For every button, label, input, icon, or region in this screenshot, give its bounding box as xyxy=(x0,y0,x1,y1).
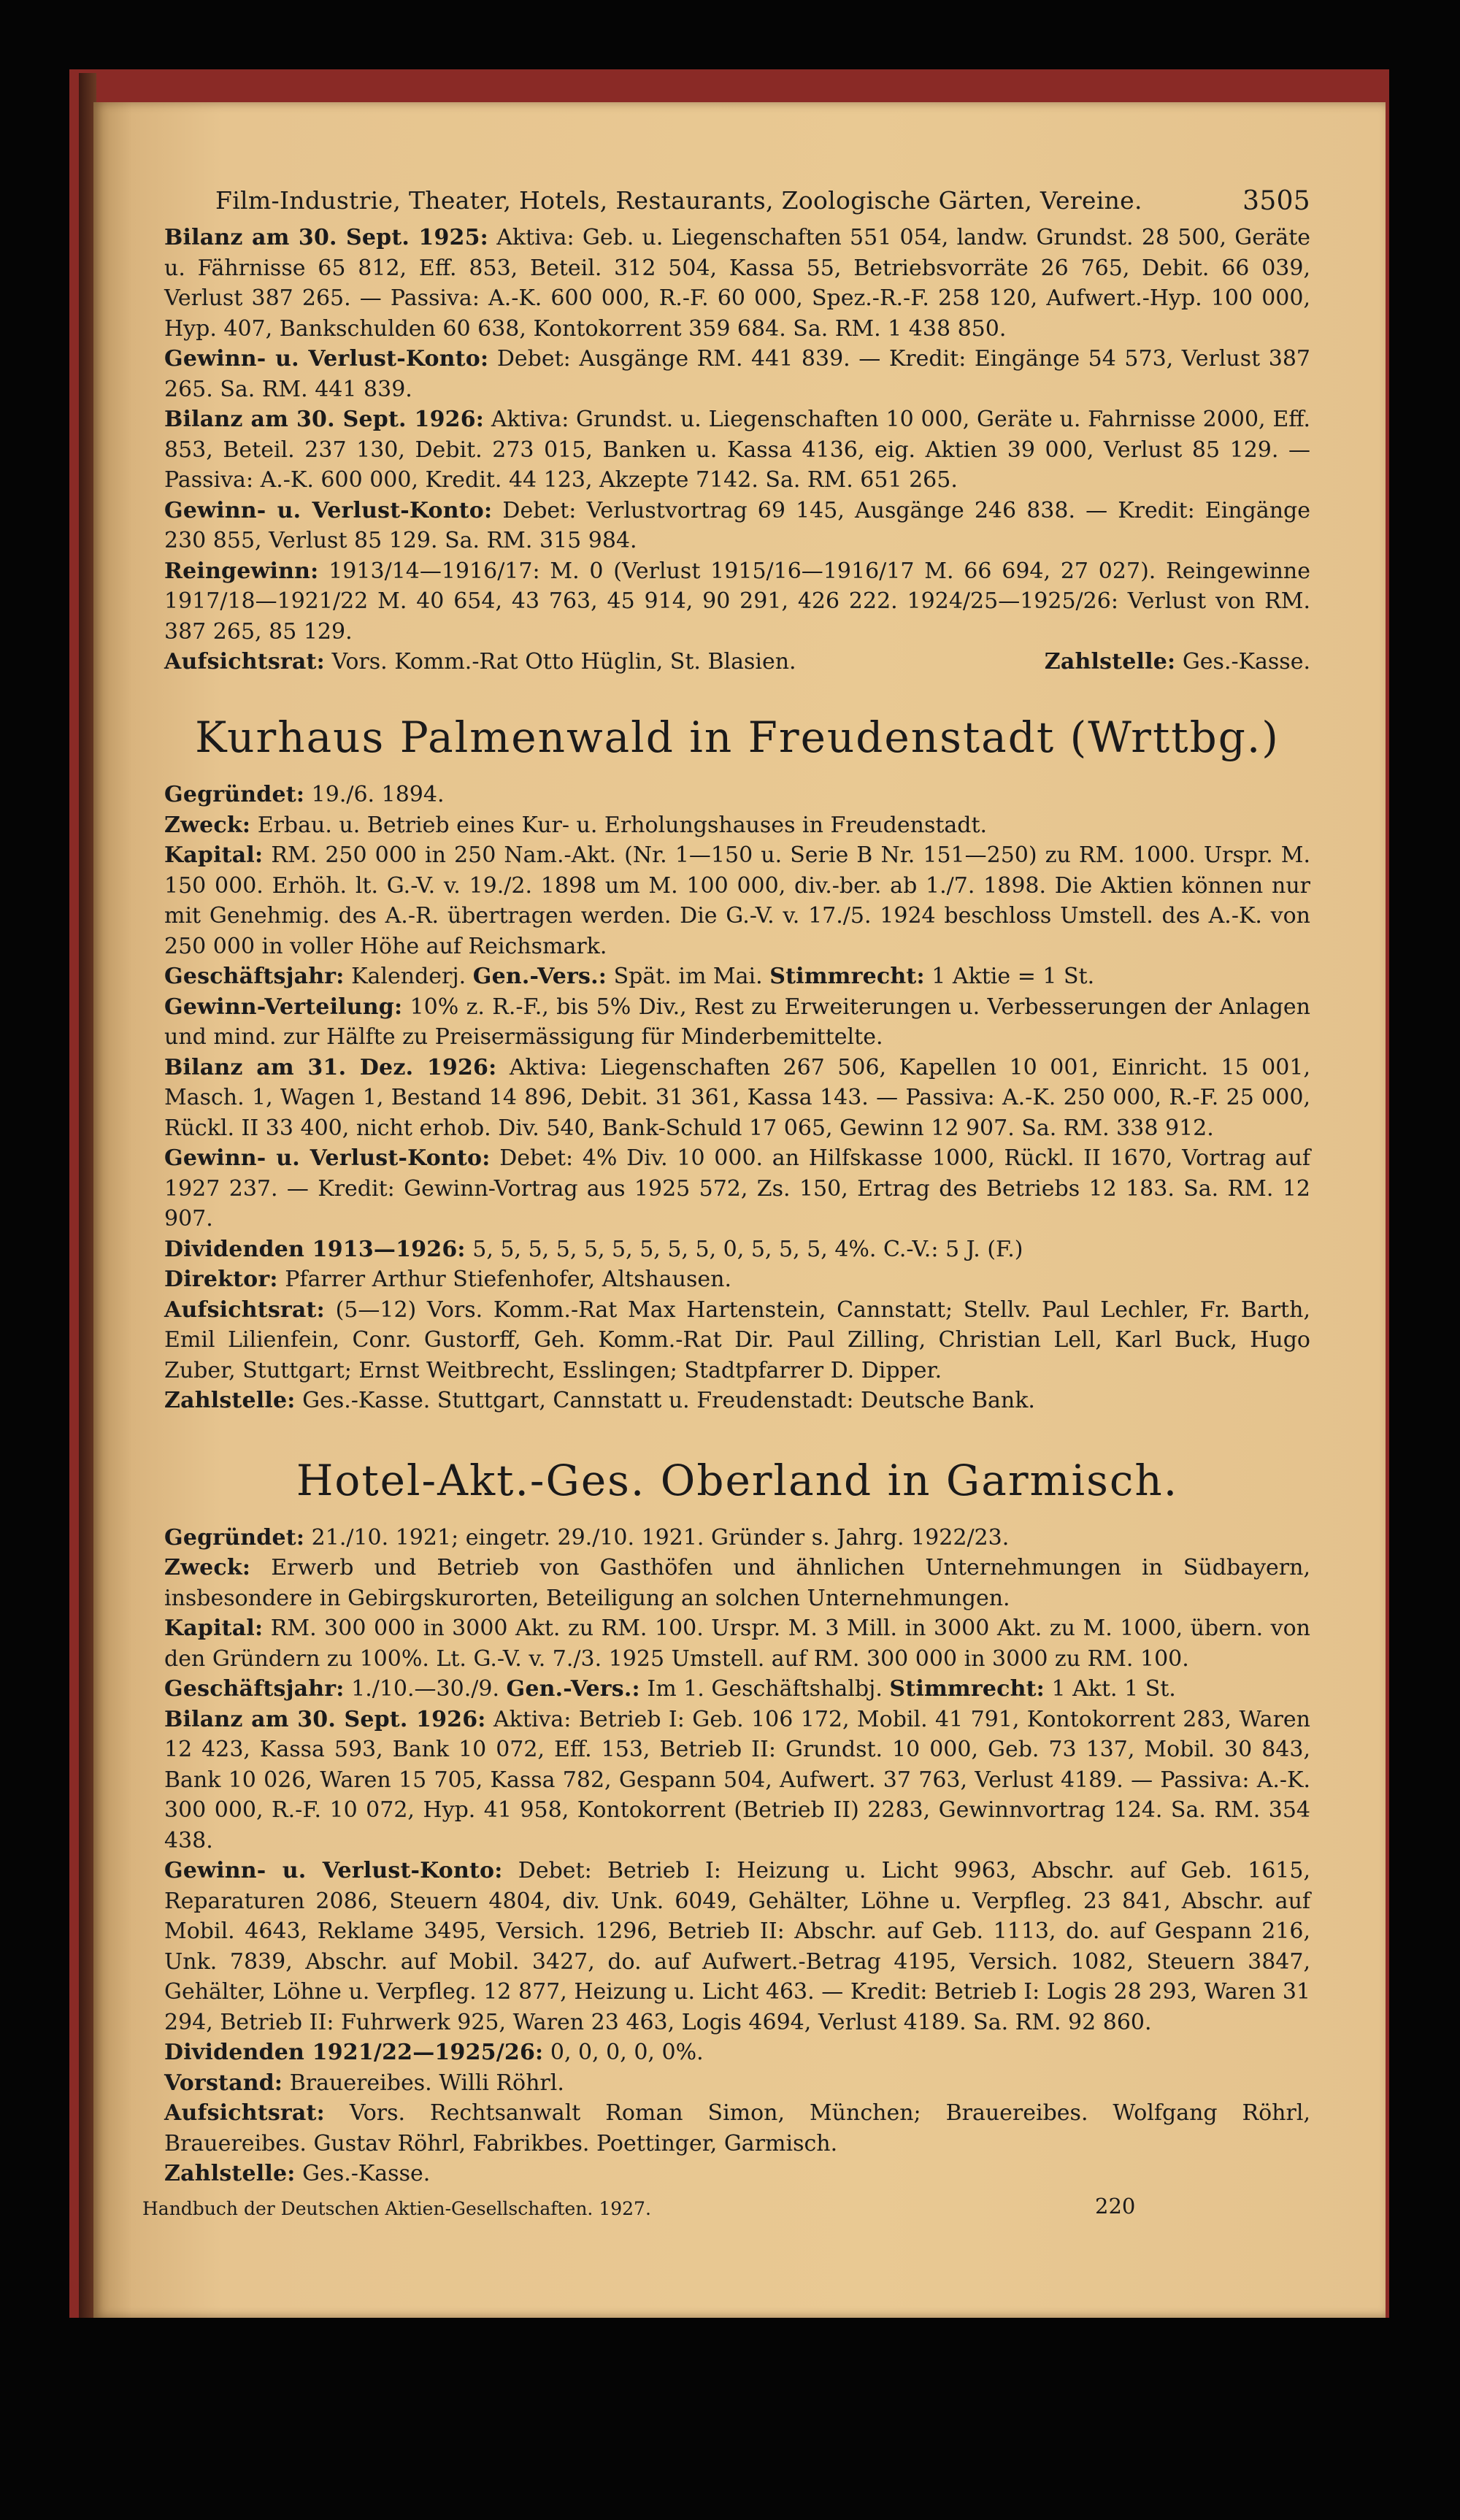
entry-title: Hotel-Akt.-Ges. Oberland in Garmisch. xyxy=(296,1455,1179,1505)
reingewinn: Reingewinn: 1913/14—1916/17: M. 0 (Verlust 1915/16—1916/17 M. 66 694, 27 027). Reingewinne 1917/18—1921/22 M. 40 654, 43 763, 45 914, 90 291, 426 222. 1924/25—1925/26: Verlust von RM. 387 265, 85 129. xyxy=(164,558,1310,645)
zahlstelle: Zahlstelle: Ges.-Kasse. xyxy=(1044,649,1310,675)
vorstand: Vorstand: Brauereibes. Willi Röhrl. xyxy=(164,2070,564,2096)
dividenden: Dividenden 1913—1926: 5, 5, 5, 5, 5, 5, 5, 5, 5, 0, 5, 5, 5, 4%. C.-V.: 5 J. (F.) xyxy=(164,1236,1023,1262)
aufsichtsrat: Aufsichtsrat: Vors. Komm.-Rat Otto Hüglin, St. Blasien. xyxy=(164,649,796,675)
direktor: Direktor: Pfarrer Arthur Stiefenhofer, Altshausen. xyxy=(164,1267,731,1292)
aufsichtsrat-zahlstelle-row xyxy=(164,647,1310,677)
guv-1926: Gewinn- u. Verlust-Konto: Debet: Verlustvortrag 69 145, Ausgänge 246 838. — Kredit: Eingänge 230 855, Verlust 85 129. Sa. RM. 315 984. xyxy=(164,497,1310,553)
bilanz: Bilanz am 30. Sept. 1926: Aktiva: Betrieb I: Geb. 106 172, Mobil. 41 791, Kontokorrent 283, Waren 12 423, Kassa 593, Bank 10 072, Eff. 153, Betrieb II: Grundst. 10 000, Geb. 73 137, Mobil. 30 843, Bank 10 026, Waren 15 705, Kassa 782, Gespann 504, Aufwert. 37 763, Verlust 4189. — Passiva: A.-K. 300 000, R.-F. 10 072, Hyp. 41 958, Kontokorrent (Betrieb II) 2283, Gewinnvortrag 124. Sa. RM. 354 438. xyxy=(164,1706,1310,1853)
footer-source: Handbuch der Deutschen Aktien-Gesellschaften. 1927. xyxy=(142,2197,651,2219)
bilanz-1925: Bilanz am 30. Sept. 1925: Aktiva: Geb. u. Liegenschaften 551 054, landw. Grundst. 28 500, Geräte u. Fährnisse 65 812, Eff. 853, Beteil. 312 504, Kassa 55, Betriebsvorräte 26 765, Debit. 66 039, Verlust 387 265. — Passiva: A.-K. 600 000, R.-F. 60 000, Spez.-R.-F. 258 120, Aufwert.-Hyp. 100 000, Hyp. 407, Bankschulden 60 638, Kontokorrent 359 684. Sa. RM. 1 438 850. xyxy=(164,225,1311,342)
kapital: Kapital: RM. 250 000 in 250 Nam.-Akt. (Nr. 1—150 u. Serie B Nr. 151—250) zu RM. 1000. Urspr. M. 150 000. Erhöh. lt. G.-V. v. 19./2. 1898 um M. 100 000, div.-ber. ab 1./7. 1898. Die Aktien können nur mit Genehmig. des A.-R. übertragen werden. Die G.-V. v. 17./5. 1924 beschloss Umstell. des A.-K. von 250 000 in voller Höhe auf Reichsmark. xyxy=(164,842,1310,959)
gegruendet: Gegründet: 19./6. 1894. xyxy=(164,782,445,807)
geschaeftsjahr-line: Geschäftsjahr: 1./10.—30./9. Gen.-Vers.: Im 1. Geschäftshalbj. Stimmrecht: 1 Akt. 1 St. xyxy=(164,1676,1176,1702)
entry-kurhaus-palmenwald xyxy=(164,708,1310,1416)
guv: Gewinn- u. Verlust-Konto: Debet: Betrieb I: Heizung u. Licht 9963, Abschr. auf Geb. 1615, Reparaturen 2086, Steuern 4804, div. Unk. 6049, Gehälter, Löhne u. Verpfleg. 23 841, Abschr. auf Mobil. 4643, Reklame 3495, Versich. 1296, Betrieb II: Abschr. auf Geb. 1113, do. auf Gespann 216, Unk. 7839, Abschr. auf Mobil. 3427, do. auf Aufwert.-Betrag 4195, Versich. 1082, Steuern 3847, Gehälter, Löhne u. Verpfleg. 12 877, Heizung u. Licht 463. — Kredit: Betrieb I: Logis 28 293, Waren 31 294, Betrieb II: Fuhrwerk 925, Waren 23 463, Logis 4694, Verlust 4189. Sa. RM. 92 860. xyxy=(164,1858,1310,2035)
page-footer xyxy=(142,2193,1310,2227)
zweck: Zweck: Erwerb und Betrieb von Gasthöfen und ähnlichen Unternehmungen in Südbayern, insbesondere in Gebirgskurorten, Beteiligung an solchen Unternehmungen. xyxy=(164,1555,1310,1611)
zahlstelle: Zahlstelle: Ges.-Kasse. Stuttgart, Cannstatt u. Freudenstadt: Deutsche Bank. xyxy=(164,1388,1035,1413)
guv: Gewinn- u. Verlust-Konto: Debet: 4% Div. 10 000. an Hilfskasse 1000, Rückl. II 1670, Vortrag auf 1927 237. — Kredit: Gewinn-Vortrag aus 1925 572, Zs. 150, Ertrag des Betriebs 12 183. Sa. RM. 12 907. xyxy=(164,1145,1310,1232)
bilanz: Bilanz am 31. Dez. 1926: Aktiva: Liegenschaften 267 506, Kapellen 10 001, Einricht. 15 001, Masch. 1, Wagen 1, Bestand 14 896, Debit. 31 361, Kassa 143. — Passiva: A.-K. 250 000, R.-F. 25 000, Rückl. II 33 400, nicht erhob. Div. 540, Bank-Schuld 17 065, Gewinn 12 907. Sa. RM. 338 912. xyxy=(164,1054,1310,1141)
entry-hotel-oberland xyxy=(164,1451,1310,2189)
kapital: Kapital: RM. 300 000 in 3000 Akt. zu RM. 100. Urspr. M. 3 Mill. in 3000 Akt. zu M. 1000, übern. von den Gründern zu 100%. Lt. G.-V. v. 7./3. 1925 Umstell. auf RM. 300 000 in 3000 zu RM. 100. xyxy=(164,1616,1310,1672)
dividenden: Dividenden 1921/22—1925/26: 0, 0, 0, 0, 0%. xyxy=(164,2040,704,2065)
zweck: Zweck: Erbau. u. Betrieb eines Kur- u. Erholungshauses in Freudenstadt. xyxy=(164,812,988,838)
page-number: 3505 xyxy=(1242,186,1310,216)
page-header xyxy=(164,186,1310,223)
signature-mark: 220 xyxy=(1095,2193,1136,2219)
aufsichtsrat: Aufsichtsrat: Vors. Rechtsanwalt Roman Simon, München; Brauereibes. Wolfgang Röhrl, Brauereibes. Gustav Röhrl, Fabrikbes. Poettinger, Garmisch. xyxy=(164,2100,1310,2156)
aufsichtsrat: Aufsichtsrat: (5—12) Vors. Komm.-Rat Max Hartenstein, Cannstatt; Stellv. Paul Lechler, Fr. Barth, Emil Lilienfein, Conr. Gustorff, Geh. Komm.-Rat Dir. Paul Zilling, Christian Lell, Karl Buck, Hugo Zuber, Stuttgart; Ernst Weitbrecht, Esslingen; Stadtpfarrer D. Dipper. xyxy=(164,1297,1310,1383)
entry-title: Kurhaus Palmenwald in Freudenstadt (Wrttbg.) xyxy=(195,712,1280,762)
geschaeftsjahr-line: Geschäftsjahr: Kalenderj. Gen.-Vers.: Spät. im Mai. Stimmrecht: 1 Aktie = 1 St. xyxy=(164,964,1095,989)
running-head: Film-Industrie, Theater, Hotels, Restaurants, Zoologische Gärten, Vereine. xyxy=(215,186,1142,215)
entry-continuation xyxy=(164,223,1310,677)
gewinn-verteilung: Gewinn-Verteilung: 10% z. R.-F., bis 5% Div., Rest zu Erweiterungen u. Verbesserungen der Anlagen und mind. zur Hälfte zu Preisermässigung für Minderbemittelte. xyxy=(164,994,1310,1050)
gegruendet: Gegründet: 21./10. 1921; eingetr. 29./10. 1921. Gründer s. Jahrg. 1922/23. xyxy=(164,1524,1010,1551)
guv-1925: Gewinn- u. Verlust-Konto: Debet: Ausgänge RM. 441 839. — Kredit: Eingänge 54 573, Verlust 387 265. Sa. RM. 441 839. xyxy=(164,346,1310,402)
bilanz-1926: Bilanz am 30. Sept. 1926: Aktiva: Grundst. u. Liegenschaften 10 000, Geräte u. Fahrnisse 2000, Eff. 853, Beteil. 237 130, Debit. 273 015, Banken u. Kassa 4136, eig. Aktien 39 000, Verlust 85 129. — Passiva: A.-K. 600 000, Kredit. 44 123, Akzepte 7142. Sa. RM. 651 265. xyxy=(164,407,1311,493)
zahlstelle: Zahlstelle: Ges.-Kasse. xyxy=(164,2161,431,2186)
page-content xyxy=(142,186,1311,2227)
